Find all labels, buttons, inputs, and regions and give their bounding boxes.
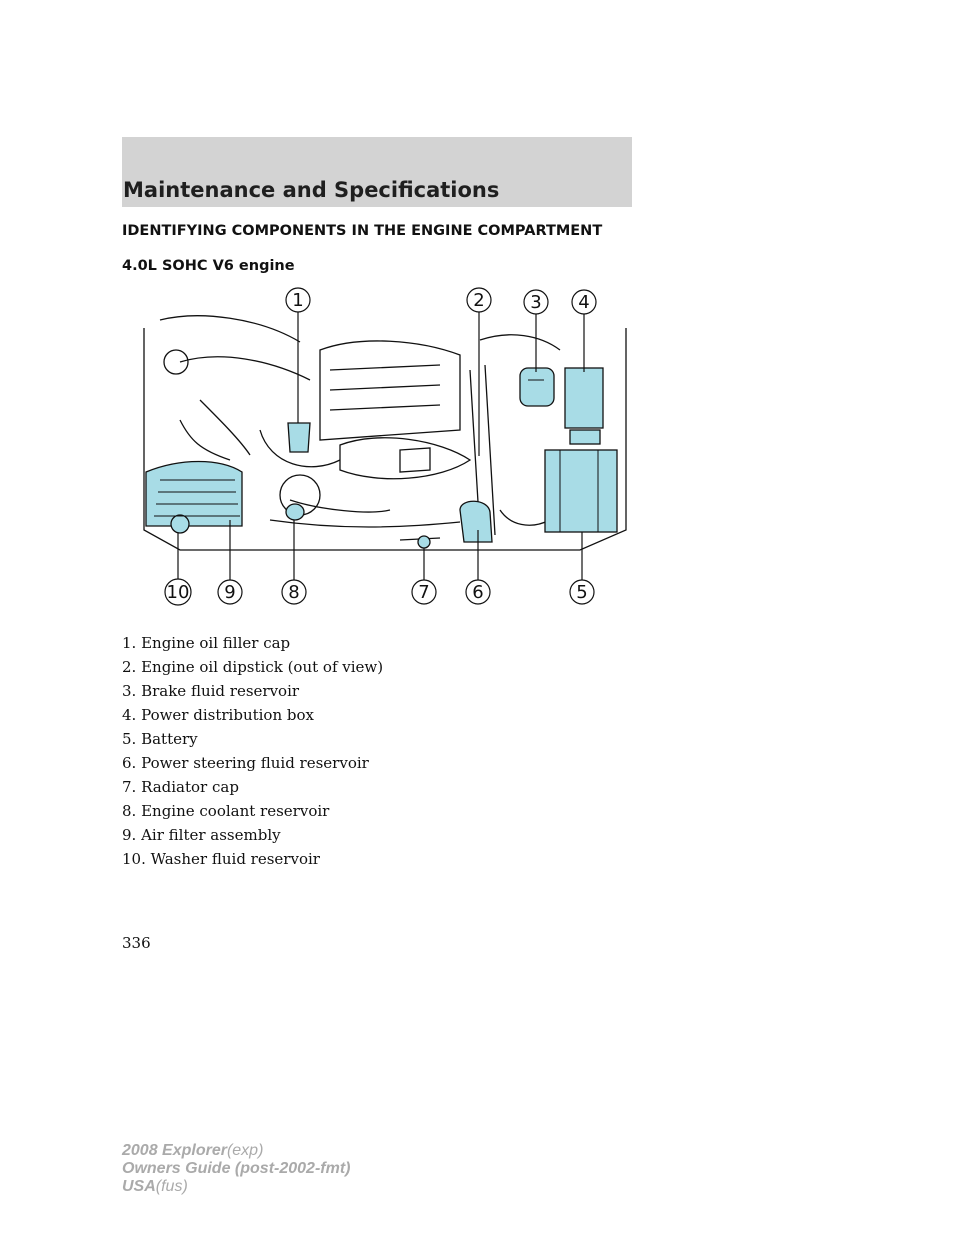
legend-item: 5. Battery — [122, 730, 198, 748]
component-legend — [122, 631, 383, 871]
footer-model-code: (exp) — [226, 1142, 264, 1159]
callout-2: 2 — [473, 290, 485, 311]
page-header-title: Maintenance and Specifications — [123, 178, 500, 202]
footer-market: USA — [122, 1178, 156, 1195]
legend-item: 7. Radiator cap — [122, 778, 239, 796]
legend-item: 3. Brake fluid reservoir — [122, 682, 300, 700]
legend-item: 4. Power distribution box — [122, 706, 314, 724]
document-footer — [122, 1142, 350, 1196]
callout-4: 4 — [578, 292, 590, 313]
callout-6: 6 — [472, 582, 484, 603]
footer-market-code: (fus) — [155, 1178, 188, 1195]
callout-1: 1 — [292, 290, 304, 311]
legend-item: 2. Engine oil dipstick (out of view) — [122, 658, 384, 676]
callout-10: 10 — [166, 582, 190, 603]
callout-5: 5 — [576, 582, 588, 603]
callout-7: 7 — [418, 582, 430, 603]
engine-compartment-diagram — [140, 280, 630, 610]
legend-item: 8. Engine coolant reservoir — [122, 802, 330, 820]
legend-item: 6. Power steering fluid reservoir — [122, 754, 369, 772]
callout-9: 9 — [224, 582, 236, 603]
legend-item: 9. Air filter assembly — [122, 826, 281, 844]
footer-guide: Owners Guide (post-2002-fmt) — [122, 1160, 351, 1177]
footer-model: 2008 Explorer — [122, 1142, 227, 1159]
legend-item: 1. Engine oil filler cap — [122, 634, 291, 652]
callout-8: 8 — [288, 582, 300, 603]
engine-subheading: 4.0L SOHC V6 engine — [122, 258, 295, 274]
callout-3: 3 — [530, 292, 542, 313]
page-number: 336 — [122, 934, 151, 952]
legend-item: 10. Washer fluid reservoir — [122, 850, 320, 868]
section-heading: IDENTIFYING COMPONENTS IN THE ENGINE COMPARTMENT — [122, 223, 603, 239]
